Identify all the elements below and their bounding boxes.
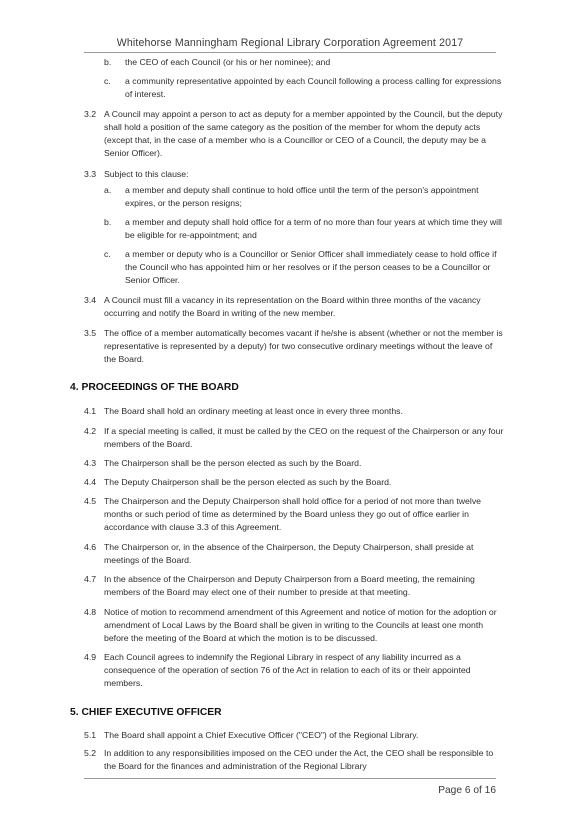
- clause-text: The Chairperson shall be the person elected as such by the Board.: [104, 458, 362, 468]
- clause-text: In addition to any responsibilities imposed on the CEO under the Act, the CEO shall be responsible to the Board for the finances and administration of the Regional Library: [104, 748, 494, 771]
- clause-number: 4.8: [84, 607, 97, 617]
- clause-number: b.: [104, 57, 112, 67]
- clause-number: c.: [104, 249, 111, 259]
- clause-text: If a special meeting is called, it must be called by the CEO on the request of the Chairperson or any four members of the Board.: [104, 426, 504, 449]
- clause-number: 4.1: [84, 406, 97, 416]
- page-number: Page 6 of 16: [438, 785, 496, 796]
- clause-text: a member or deputy who is a Councillor or Senior Officer shall immediately cease to hold office if the Council who has appointed him or her resolves or if the person ceases to be a Councillor or Senior Officer.: [125, 249, 497, 285]
- clause-number: 4.9: [84, 652, 97, 662]
- clause-text: the CEO of each Council (or his or her nominee); and: [125, 57, 331, 67]
- clause-text: In the absence of the Chairperson and Deputy Chairperson from a Board meeting, the remaining members of the Board may elect one of their number to preside at that meeting.: [104, 574, 475, 597]
- clause-number: 5.1: [84, 730, 97, 740]
- clause-text: The Deputy Chairperson shall be the person elected as such by the Board.: [104, 477, 392, 487]
- clause-number: 3.5: [84, 328, 97, 338]
- clause-number: 4.7: [84, 574, 97, 584]
- footer-rule: [84, 778, 496, 779]
- clause-number: 3.2: [84, 109, 97, 119]
- clause-number: a.: [104, 185, 112, 195]
- section-heading-ceo: 5. CHIEF EXECUTIVE OFFICER: [70, 707, 222, 718]
- clause-number: 3.4: [84, 295, 97, 305]
- clause-text: a member and deputy shall hold office for a term of no more than four years at which time they will be eligible for re-appointment; and: [125, 217, 502, 240]
- clause-text: The Board shall appoint a Chief Executive Officer ("CEO") of the Regional Library.: [104, 730, 419, 740]
- clause-text: Subject to this clause:: [104, 169, 189, 179]
- clause-number: 4.2: [84, 426, 97, 436]
- clause-number: b.: [104, 217, 112, 227]
- clause-number: 4.3: [84, 458, 97, 468]
- clause-text: Each Council agrees to indemnify the Regional Library in respect of any liability incurred as a consequence of the operation of section 76 of the Act in relation to each of its or their appointed members.: [104, 652, 471, 688]
- clause-text: Notice of motion to recommend amendment of this Agreement and notice of motion for the adoption or amendment of Local Laws by the Board shall be given in writing to the Councils at least one month before the meeting of the Board at which the motion is to be discussed.: [104, 607, 497, 643]
- clause-text: The Chairperson and the Deputy Chairperson shall hold office for a period of not more than twelve months or such period of time as determined by the Board unless they go out of office earlier in accordance with clause 3.3 of this Agreement.: [104, 496, 481, 532]
- header-rule: [84, 52, 496, 53]
- clause-text: a community representative appointed by each Council following a process calling for expressions of interest.: [125, 76, 502, 99]
- clause-number: 4.4: [84, 477, 97, 487]
- section-heading-proceedings: 4. PROCEEDINGS OF THE BOARD: [70, 382, 239, 393]
- clause-text: The Board shall hold an ordinary meeting at least once in every three months.: [104, 406, 403, 416]
- clause-text: The office of a member automatically becomes vacant if he/she is absent (whether or not the member is representative is represented by a deputy) for two consecutive ordinary meetings without the leave of the Board.: [104, 328, 503, 364]
- clause-text: A Council may appoint a person to act as deputy for a member appointed by the Council, but the deputy shall hold a position of the same category as the position of the member for whom the deputy acts (except that, in the case of a member who is a Councillor or CEO of a Council, the deputy may be a Senior Officer).: [104, 109, 503, 158]
- clause-number: c.: [104, 76, 111, 86]
- page-header: Whitehorse Manningham Regional Library Corporation Agreement 2017: [116, 37, 464, 49]
- clause-number: 3.3: [84, 169, 97, 179]
- clause-number: 4.5: [84, 496, 97, 506]
- clause-text: A Council must fill a vacancy in its representation on the Board within three months of the vacancy occurring and notify the Board in writing of the new member.: [104, 295, 481, 318]
- clause-number: 5.2: [84, 748, 97, 758]
- clause-number: 4.6: [84, 542, 97, 552]
- clause-text: The Chairperson or, in the absence of the Chairperson, the Deputy Chairperson, shall preside at meetings of the Board.: [104, 542, 474, 565]
- clause-text: a member and deputy shall continue to hold office until the term of the person's appointment expires, or the person resigns;: [125, 185, 479, 208]
